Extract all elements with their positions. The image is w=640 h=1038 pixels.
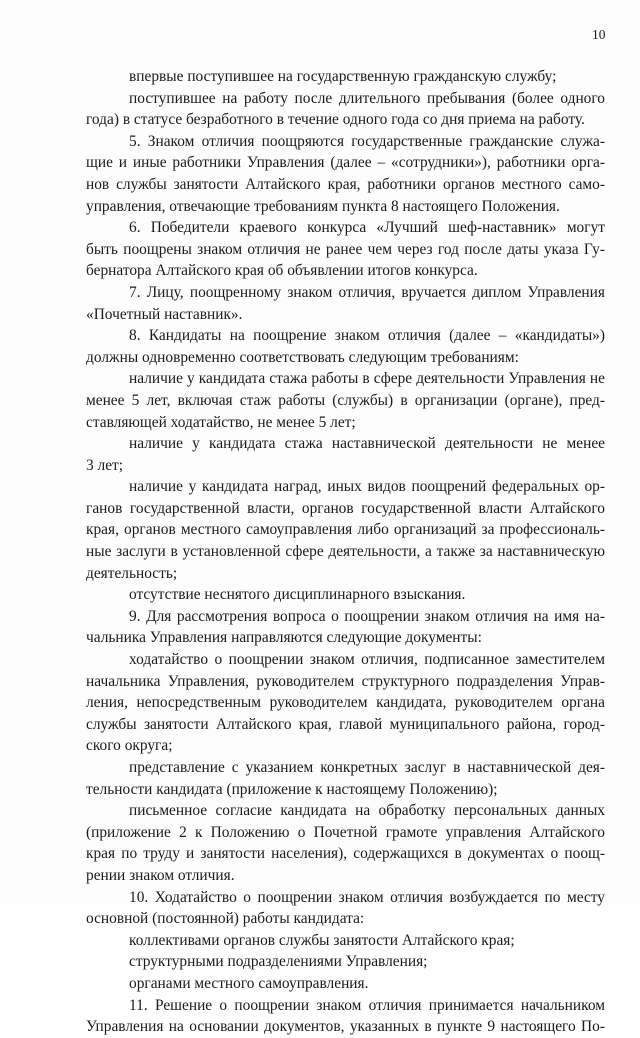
text-line: бернатора Алтайского края об объявлении итогов конкурса. <box>86 262 478 280</box>
text-line: наличие у кандидата стажа работы в сфере деятельности Управления не <box>129 370 605 388</box>
text-line: щие и иные работники Управления (далее – «сотрудники»), работники орга- <box>86 154 605 172</box>
text-line: быть поощрены знаком отличия не ранее чем через год после даты указа Гу- <box>86 240 605 258</box>
text-line: поступившее на работу после длительного пребывания (более одного <box>129 89 605 107</box>
text-line: рении знаком отличия. <box>86 866 235 884</box>
text-line: ления, непосредственным руководителем кандидата, руководителем органа <box>86 694 605 712</box>
text-line: менее 5 лет, включая стаж работы (службы) в организации (органе), пред- <box>86 391 605 409</box>
text-line: службы занятости Алтайского края, главой муниципального района, город- <box>86 715 605 733</box>
text-line: ского округа; <box>86 737 173 755</box>
text-line: года) в статусе безработного в течение одного года со дня приема на работу. <box>86 111 585 129</box>
text-line: структурными подразделениями Управления; <box>129 953 428 971</box>
text-line: 5. Знаком отличия поощряются государственные гражданские служа- <box>129 132 605 150</box>
text-line: наличие у кандидата стажа наставнической деятельности не менее <box>129 435 605 453</box>
text-line: коллективами органов службы занятости Алтайского края; <box>129 931 515 949</box>
text-line: отсутствие неснятого дисциплинарного взыскания. <box>129 586 466 604</box>
text-line: органами местного самоуправления. <box>129 974 369 992</box>
text-line: «Почетный наставник». <box>86 305 243 323</box>
text-line: деятельность; <box>86 564 178 582</box>
text-line: 7. Лицу, поощренному знаком отличия, вручается диплом Управления <box>129 283 605 301</box>
text-line: наличие у кандидата наград, иных видов поощрений федеральных ор- <box>129 478 605 496</box>
text-line: 3 лет; <box>86 456 124 474</box>
document-body <box>86 66 605 1038</box>
text-line: ходатайство о поощрении знаком отличия, подписанное заместителем <box>129 651 605 669</box>
text-line: (приложение 2 к Положению о Почетной грамоте управления Алтайского <box>86 823 605 841</box>
text-line: ганов государственной власти, органов государственной власти Алтайского <box>86 499 605 517</box>
text-line: 6. Победители краевого конкурса «Лучший шеф-наставник» могут <box>129 219 605 237</box>
text-line: края, органов местного самоуправления либо организаций за профессиональ- <box>86 521 605 539</box>
text-line: 9. Для рассмотрения вопроса о поощрении знаком отличия на имя на- <box>129 607 605 625</box>
text-line: начальника Управления, руководителем структурного подразделения Управ- <box>86 672 605 690</box>
text-line: ные заслуги в установленной сфере деятельности, а также за наставническую <box>86 543 605 561</box>
page-number: 10 <box>592 27 606 42</box>
text-line: письменное согласие кандидата на обработку персональных данных <box>129 802 605 820</box>
text-line: Управления на основании документов, указанных в пункте 9 настоящего По- <box>86 1018 605 1036</box>
text-line: 10. Ходатайство о поощрении знаком отличия возбуждается по месту <box>129 888 605 906</box>
text-line: управления, отвечающие требованиям пункта 8 настоящего Положения. <box>86 197 560 215</box>
text-line: основной (постоянной) работы кандидата: <box>86 910 365 928</box>
text-line: впервые поступившее на государственную гражданскую службу; <box>129 68 557 85</box>
text-line: чальника Управления направляются следующие документы: <box>86 629 482 647</box>
text-line: тельности кандидата (приложение к настоящему Положению); <box>86 780 498 798</box>
text-line: края по труду и занятости населения), содержащихся в документах о поощ- <box>86 845 605 863</box>
text-line: 11. Решение о поощрении знаком отличия принимается начальником <box>129 996 605 1014</box>
text-line: должны одновременно соответствовать следующим требованиям: <box>86 348 519 366</box>
text-line: 8. Кандидаты на поощрение знаком отличия (далее – «кандидаты») <box>129 327 605 345</box>
text-line: представление с указанием конкретных заслуг в наставнической дея- <box>129 759 605 776</box>
text-line: нов службы занятости Алтайского края, работники органов местного само- <box>86 175 605 193</box>
text-line: ставляющей ходатайство, не менее 5 лет; <box>86 413 356 431</box>
